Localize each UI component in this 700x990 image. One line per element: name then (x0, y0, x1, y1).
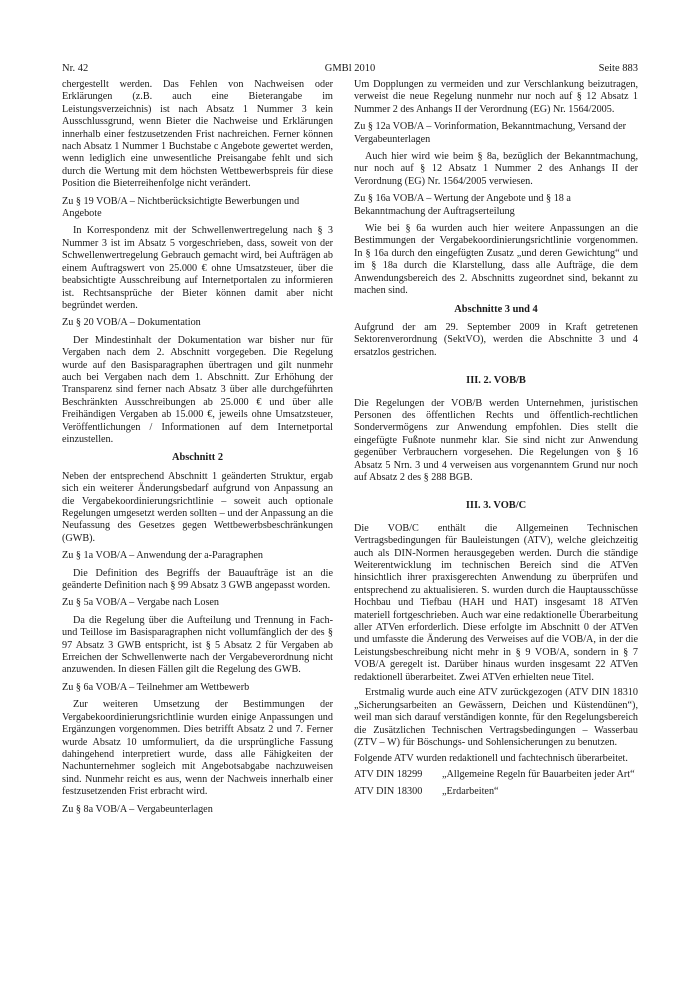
paragraph: Neben der entsprechend Abschnitt 1 geänderten Struktur, ergab sich ein weiterer Änderungsbedarf aufgrund von Anpassung an die Vergabekoordinierungsrichtlinie – soweit auch optionale Regelungen umgesetzt werden sollten – und der Anpassung an die Neufassung des Gesetzes gegen Wettbewerbsbeschränkungen (GWB). (62, 470, 333, 544)
paragraph: Da die Regelung über die Aufteilung und Trennung in Fach- und Teillose im Basisparagraphen nicht vollumfänglich der des § 97 Absatz 3 GWB entspricht, ist § 5 Absatz 2 für Vergaben ab Erreichen der Schwellenwerte nach der Vergabeverordnung nicht anzuwenden. In diesen Fällen gilt die Regelung des GWB. (62, 614, 333, 676)
atv-list-item (354, 769, 638, 781)
section-heading: Zu § 1a VOB/A – Anwendung der a-Paragraphen (62, 550, 263, 562)
paragraph: chergestellt werden. Das Fehlen von Nachweisen oder Erklärungen (z.B. auch eine Bieterangabe im Leistungsverzeichnis) ist nach Absatz 1 Nummer 3 kein Ausschlussgrund, wenn Bieter die Nachweise und Erklärungen innerhalb einer festzusetzenden Frist nachreichen. Ferner können nach Absatz 1 Nummer 1 Buchstabe c Angebote gewertet werden, wenn lediglich eine unwesentliche Preisangabe fehlt und sich durch die Wertung mit dem höchsten Wettbewerbspreis für diese Position die Bieterreihenfolge nicht verändert. (62, 79, 333, 190)
paragraph: Die VOB/C enthält die Allgemeinen Technischen Vertragsbedingungen für Bauleistungen (ATV), welche gleichzeitig auch als DIN-Normen herausgegeben werden. Durch die ständige Weiterentwicklung im technischen Bereich sind die ATVen hinsichtlich ihrer praxisgerechten Anwendung zu überprüfen und entsprechend zu aktualisieren. S. wurden durch die Hauptausschüsse Hochbau und Tiefbau (HAH und HAT) insgesamt 18 ATVen materiell fortgeschrieben. Auch war eine redaktionelle Überarbeitung aller ATVen erforderlich. Diese erfolgte im Abschnitt 0 der ATVen und umfasste die Änderung des Verweises auf die VOB/A, in der die Leistungsbeschreibung nicht mehr in § 9 VOB/A, sondern in § 7 VOB/A geregelt ist. Darüber hinaus wurden insgesamt 22 ATVen redaktionell überarbeitet. Zwei ATVen erhielten neue Titel. (354, 522, 638, 683)
right-column (354, 79, 638, 798)
section-heading: Zu § 8a VOB/A – Vergabeunterlagen (62, 803, 213, 815)
page-header (62, 62, 638, 76)
left-column (62, 79, 333, 821)
section-heading: Zu § 12a VOB/A – Vorinformation, Bekanntmachung, Versand der Vergabeunterlagen (354, 121, 627, 145)
chapter-title: III. 3. VOB/C (465, 500, 527, 512)
paragraph: Die Definition des Begriffs der Bauaufträge ist an die geänderte Definition nach § 99 Absatz 3 GWB angepasst worden. (62, 567, 333, 592)
atv-title: „Erdarbeiten“ (442, 785, 499, 797)
paragraph: Um Dopplungen zu vermeiden und zur Verschlankung beizutragen, verweist die neue Regelung nunmehr nur noch auf § 12 Absatz 1 Nummer 2 des Anhangs II der Verordnung (EG) Nr. 1564/2005. (354, 79, 638, 115)
paragraph: In Korrespondenz mit der Schwellenwertregelung nach § 3 Nummer 3 ist im Absatz 5 vorgeschrieben, dass, soweit von der Schwellenwertregelung Gebrauch gemacht wird, bei Aufträgen ab einem Auftragswert von 25.000 € ohne Umsatzsteuer, über die beabsichtigte Ausschreibung auf Internetportalen zu informieren ist. Rechtsansprüche der Bieter können damit aber nicht begründet werden. (62, 225, 333, 311)
subsection-title: Abschnitte 3 und 4 (454, 303, 538, 315)
atv-code: ATV DIN 18299 (354, 769, 423, 781)
section-heading: Zu § 19 VOB/A – Nichtberücksichtigte Bewerbungen und Angebote (62, 195, 300, 220)
section-heading: Zu § 20 VOB/A – Dokumentation (62, 317, 201, 329)
issue-number: Nr. 42 (62, 63, 89, 74)
section-heading: Zu § 5a VOB/A – Vergabe nach Losen (62, 597, 220, 609)
subsection-title: Abschnitt 2 (171, 452, 224, 464)
paragraph: Wie bei § 6a wurden auch hier weitere Anpassungen an die Bestimmungen der Vergabekoordinierungsrichtlinie vorgenommen. In § 16a durch den eingefügten Zusatz „und deren Gewichtung“ und im § 18a durch die Klarstellung, dass alle Aufträge, die dem Anwendungsbereich des 2. Abschnitts zugeordnet sind, bekannt zu machen sind. (354, 223, 638, 297)
paragraph: Zur weiteren Umsetzung der Bestimmungen der Vergabekoordinierungsrichtlinie wurden einige Anpassungen und Ergänzungen vorgenommen. Dies betrifft Absatz 2 und 7. Ferner wurde Absatz 10 umformuliert, da die ursprüngliche Fassung dahingehend interpretiert wurde, dass alle Fähigkeiten der Nachunternehmer sogleich mit Angebotsabgabe nachzuweisen sind. Nunmehr reicht es aus, wenn der Nachweis innerhalb einer festzusetzenden Frist erbracht wird. (62, 699, 333, 798)
journal-name: GMBl 2010 (324, 63, 376, 74)
atv-title: „Allgemeine Regeln für Bauarbeiten jeder Art“ (442, 769, 635, 781)
paragraph: Auch hier wird wie beim § 8a, bezüglich der Bekanntmachung, nur noch auf § 12 Absatz 1 Nummer 2 des Anhangs II der Verordnung (EG) Nr. 1564/2005 verwiesen. (354, 151, 638, 187)
chapter-title: III. 2. VOB/B (466, 375, 526, 387)
section-heading: Zu § 6a VOB/A – Teilnehmer am Wettbewerb (62, 681, 250, 693)
page-number: Seite 883 (598, 63, 638, 74)
paragraph: Die Regelungen der VOB/B werden Unternehmen, juristischen Personen des öffentlichen Rechts und öffentlich-rechtlichen Sondervermögens zur Anwendung empfohlen. Dies stellt die eingefügte Fußnote nunmehr klar. Sie sind nicht zur Anwendung gegenüber Verbrauchern vorgesehen. Die Regelungen von § 16 Absatz 5 Nrn. 3 und 4 verweisen aus vorgenanntem Grund nur noch auf Absatz 2 des § 288 BGB. (354, 397, 638, 483)
paragraph: Aufgrund der am 29. September 2009 in Kraft getretenen Sektorenverordnung (SektVO), werden die Abschnitte 3 und 4 ersatzlos gestrichen. (354, 321, 638, 358)
paragraph: Erstmalig wurde auch eine ATV zurückgezogen (ATV DIN 18310 „Sicherungsarbeiten an Gewässern, Deichen und Küstendünen“), weil man sich darauf verständigen konnte, für den Regelungsbereich die Zusätzlichen Technischen Vertragsbedingungen – Wasserbau (ZTV – W) für Böschungs- und Sohlensicherungen zu benutzen. (354, 687, 638, 749)
atv-list-item (354, 786, 638, 798)
section-heading: Zu § 16a VOB/A – Wertung der Angebote und § 18 a Bekanntmachung der Auftragserteilung (354, 193, 571, 217)
paragraph: Der Mindestinhalt der Dokumentation war bisher nur für Vergaben nach dem 2. Abschnitt vorgegeben. Die Regelung wurde auf den Basisparagraphen übertragen und gilt nunmehr auch bei Vergaben nach dem 1. Abschnitt. Zur Erhöhung der Transparenz sind ferner nach Absatz 3 über alle durchgeführten Beschränkten Ausschreibungen ab 25.000 € und über alle Freihändigen Vergaben ab 15.000 €, jeweils ohne Umsatzsteuer, Veröffentlichungen / Informationen auf dem Internetportal einzustellen. (62, 334, 333, 445)
paragraph: Folgende ATV wurden redaktionell und fachtechnisch überarbeitet. (354, 752, 628, 764)
atv-code: ATV DIN 18300 (354, 785, 423, 797)
